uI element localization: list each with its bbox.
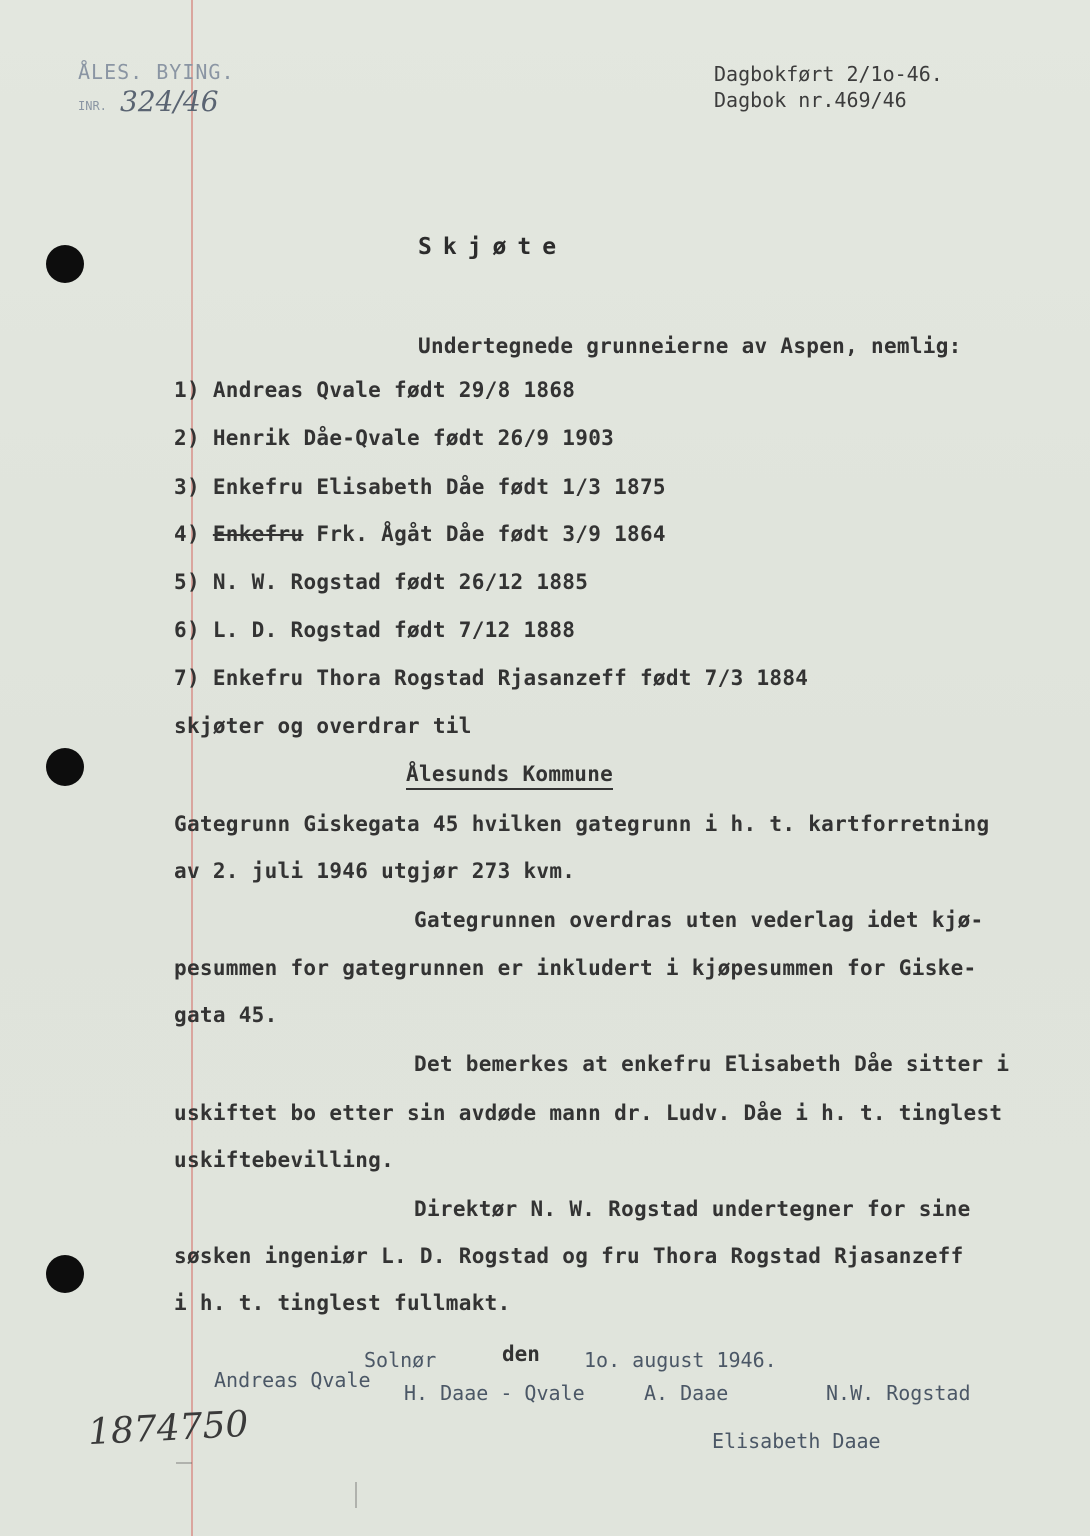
item-text: Enkefru Thora Rogstad Rjasanzeff født 7/3 1884: [212, 666, 809, 690]
paragraph-line: Gategrunnen overdras uten vederlag idet kjø-: [414, 908, 984, 932]
item-number: 5): [174, 570, 200, 594]
paragraph-line: av 2. juli 1946 utgjør 273 kvm.: [174, 859, 576, 883]
pencil-mark: [355, 1482, 357, 1508]
pencil-mark: [176, 1462, 192, 1464]
item-text: L. D. Rogstad født 7/12 1888: [212, 618, 576, 642]
punch-hole-bottom: [46, 1255, 84, 1293]
item-number: 2): [174, 426, 200, 450]
recipient: Ålesunds Kommune: [406, 762, 613, 790]
paragraph-line: pesummen for gategrunnen er inkludert i kjøpesummen for Giske-: [174, 956, 977, 980]
item-number: 4): [174, 522, 200, 546]
signature-elisabeth-daae: Elisabeth Daae: [712, 1429, 881, 1453]
item-number: 3): [174, 475, 200, 499]
list-item: [174, 475, 666, 499]
paragraph-line: i h. t. tinglest fullmakt.: [174, 1291, 511, 1315]
signing-den: den: [502, 1342, 540, 1366]
signing-place: Solnør: [364, 1348, 437, 1372]
document-title: Skjøte: [418, 234, 568, 260]
paragraph-line: Gategrunn Giskegata 45 hvilken gategrunn i h. t. kartforretning: [174, 812, 990, 836]
list-item: [174, 618, 575, 642]
item-number: 6): [174, 618, 200, 642]
punch-hole-middle: [46, 748, 84, 786]
signing-date: 1o. august 1946.: [584, 1348, 777, 1372]
item-number: 7): [174, 666, 200, 690]
punch-hole-top: [46, 245, 84, 283]
inr-label: INR.: [78, 99, 107, 113]
signature-nw-rogstad: N.W. Rogstad: [826, 1381, 971, 1405]
paragraph-line: Det bemerkes at enkefru Elisabeth Dåe sitter i: [414, 1052, 1010, 1076]
item-number: 1): [174, 378, 200, 402]
item-text: Andreas Qvale født 29/8 1868: [212, 378, 576, 402]
signature-andreas-qvale: Andreas Qvale: [214, 1368, 371, 1392]
list-item: [174, 426, 614, 450]
paragraph-line: uskiftet bo etter sin avdøde mann dr. Ludv. Dåe i h. t. tinglest: [174, 1101, 1003, 1125]
journal-entry-date: Dagbokført 2/1o-46.: [714, 62, 943, 86]
paragraph-line: gata 45.: [174, 1003, 278, 1027]
transfer-line: skjøter og overdrar til: [174, 714, 472, 738]
list-item: [174, 666, 808, 690]
paragraph-line: søsken ingeniør L. D. Rogstad og fru Thora Rogstad Rjasanzeff: [174, 1244, 964, 1268]
inr-number: 324/46: [120, 85, 219, 118]
registry-stamp: ÅLES. BYING.: [78, 60, 235, 84]
struck-word: Enkefru: [212, 522, 304, 546]
item-text: Frk. Ågåt Dåe født 3/9 1864: [316, 522, 666, 546]
list-item: [174, 570, 588, 594]
item-text: Henrik Dåe-Qvale født 26/9 1903: [212, 426, 615, 450]
paragraph-line: Direktør N. W. Rogstad undertegner for sine: [414, 1197, 971, 1221]
paragraph-line: uskiftebevilling.: [174, 1148, 395, 1172]
journal-number: Dagbok nr.469/46: [714, 88, 907, 112]
margin-note: 1874750: [87, 1403, 250, 1454]
list-item: [174, 522, 666, 546]
item-text: N. W. Rogstad født 26/12 1885: [212, 570, 589, 594]
list-item: [174, 378, 575, 402]
signature-a-daae: A. Daae: [644, 1381, 729, 1405]
item-text: Enkefru Elisabeth Dåe født 1/3 1875: [212, 475, 666, 499]
signature-h-daae-qvale: H. Daae - Qvale: [404, 1381, 585, 1405]
intro-line: Undertegnede grunneierne av Aspen, nemlig:: [418, 334, 962, 358]
